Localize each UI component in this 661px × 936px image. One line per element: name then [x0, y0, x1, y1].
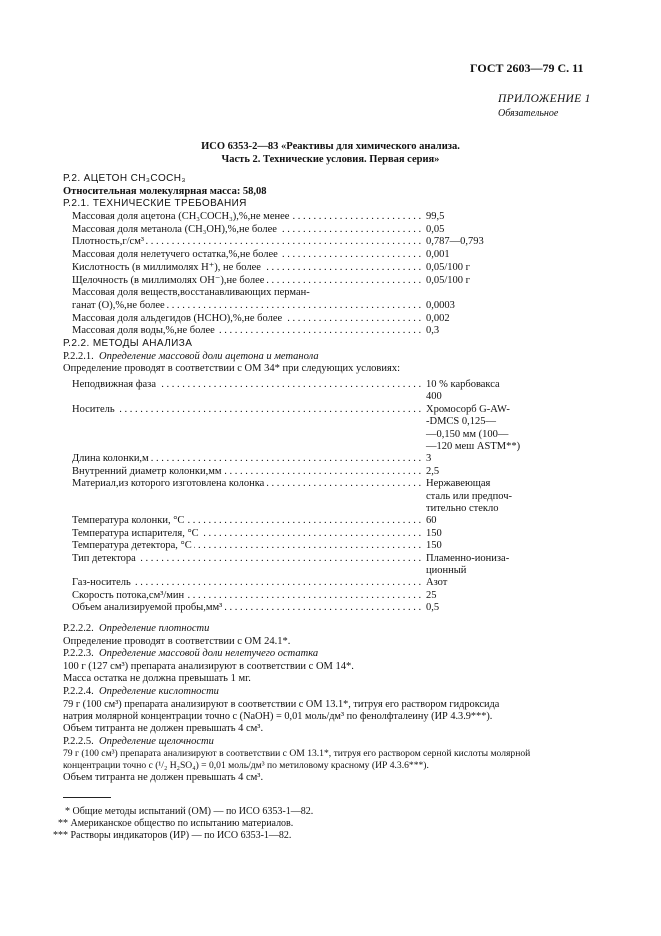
residue-text1: 100 г (127 см³) препарата анализируют в соответствии с ОМ 14*.: [63, 661, 354, 672]
subsection-number: Р.2.2.4.: [63, 686, 94, 697]
condition-label: [72, 527, 424, 540]
acidity-text3: Объем титранта не должен превышать 4 см³.: [63, 723, 264, 734]
tech-req-label-text: ганат (O),%,не более: [72, 299, 165, 311]
condition-value: 150: [426, 527, 442, 539]
tech-req-label-text: Массовая доля нелетучего остатка,%,не более: [72, 249, 278, 261]
condition-label-text: Внутренний диаметр колонки,мм: [72, 465, 222, 477]
subsection-2-2-3: [63, 647, 318, 660]
footnote-3: *** Растворы индикаторов (ИР) — по ИСО 6353-1—82.: [53, 830, 292, 841]
molar-mass: Относительная молекулярная масса: 58,08: [63, 186, 267, 197]
condition-value: 150: [426, 540, 442, 552]
tech-req-label: [72, 274, 424, 287]
subsection-number: Р.2.2.2.: [63, 623, 94, 634]
tech-req-label-text: Массовая доля альдегидов (HCHO),%,не более: [72, 312, 283, 324]
condition-value: —120 меш ASTM**): [426, 441, 521, 452]
tech-req-label: [72, 261, 424, 274]
tech-req-label-text: Щелочность (в миллимолях OH⁻),не более: [72, 274, 265, 286]
subsection-title: Определение массовой доли ацетона и метанола: [99, 351, 319, 362]
tech-req-label-text: Плотность,г/см³: [72, 236, 144, 248]
tech-req-label-text: Массовая доля воды,%,не более: [72, 325, 215, 337]
condition-label: [72, 452, 424, 465]
condition-value: Нержавеющая: [426, 478, 491, 490]
tech-req-value: 0,001: [426, 249, 450, 261]
condition-label: [72, 514, 424, 527]
tech-req-label: [72, 286, 310, 299]
condition-value: 10 % карбовакса: [426, 379, 500, 390]
footnote-1: * Общие методы испытаний (ОМ) — по ИСО 6353-1—82.: [65, 806, 314, 817]
tech-req-label: [72, 210, 424, 223]
tech-req-label-text: Массовая доля ацетона (CH₃COCH₃),%,не менее: [72, 211, 290, 222]
condition-value: Азот: [426, 577, 448, 589]
condition-label-text: Температура испарителя, °С: [72, 527, 199, 539]
tech-req-label: [72, 312, 424, 325]
subsection-number: Р.2.2.5.: [63, 736, 94, 747]
subsection-title: Определение кислотности: [99, 686, 219, 697]
tech-req-heading: Р.2.1. ТЕХНИЧЕСКИЕ ТРЕБОВАНИЯ: [63, 198, 247, 209]
acidity-text2: натрия молярной концентрации точно c (NaOH) = 0,01 моль/дм³ по фенолфталеину (ИР 4.3.9***).: [63, 711, 493, 722]
condition-label: [72, 552, 424, 565]
condition-value: 25: [426, 589, 437, 601]
tech-req-value: 0,787—0,793: [426, 236, 484, 248]
alkalinity-text1: 79 г (100 см³) препарата анализируют в соответствии с ОМ 13.1*, титруя его раствором серной кислоты молярной: [63, 748, 531, 759]
condition-label-text: Неподвижная фаза: [72, 379, 156, 390]
condition-label-text: Материал,из которого изготовлена колонка: [72, 478, 265, 490]
tech-req-label: [72, 324, 424, 337]
condition-value: —0,150 мм (100—: [426, 428, 509, 440]
condition-value: -DMCS 0,125—: [426, 416, 497, 428]
condition-value: Пламенно-иониза-: [426, 552, 510, 564]
gost-header: ГОСТ 2603—79 С. 11: [470, 61, 584, 75]
condition-label-text: Тип детектора: [72, 552, 136, 564]
condition-label-text: Объем анализируемой пробы,мм³: [72, 602, 223, 614]
condition-value: 2,5: [426, 465, 440, 477]
tech-req-value: 0,0003: [426, 299, 455, 311]
condition-value: тительно стекло: [426, 503, 499, 514]
condition-label-text: Скорость потока,см³/мин: [72, 589, 185, 601]
footnote-2: ** Американское общество по испытанию материалов.: [58, 818, 294, 829]
condition-label-text: Температура колонки, °С: [72, 515, 185, 527]
alkalinity-text3: Объем титранта не должен превышать 4 см³.: [63, 772, 264, 783]
methods-heading: Р.2.2. МЕТОДЫ АНАЛИЗА: [63, 338, 193, 349]
condition-value: 60: [426, 515, 437, 527]
tech-req-value: 0,3: [426, 325, 440, 337]
density-text: Определение проводят в соответствии с ОМ 24.1*.: [63, 636, 291, 647]
residue-text2: Масса остатка не должна превышать 1 мг.: [63, 673, 251, 684]
condition-label-text: Газ-носитель: [72, 577, 131, 589]
condition-label: [72, 589, 424, 602]
subsection-title: Определение плотности: [99, 623, 210, 634]
condition-label: [72, 576, 424, 589]
subsection-2-2-2: [63, 622, 209, 635]
condition-label: [72, 465, 424, 478]
acidity-text1: 79 г (100 см³) препарата анализируют в соответствии с ОМ 13.1*, титруя его раствором гидроксида: [63, 699, 500, 710]
condition-label-text: Носитель: [72, 403, 115, 415]
tech-req-value: 99,5: [426, 211, 445, 222]
alkalinity-text2: концентрации точно c (¹/₂ H₂SO₄) = 0,01 моль/дм³ по метиловому красному (ИР 4.3.6***).: [63, 760, 429, 771]
tech-req-value: 0,05/100 г: [426, 261, 470, 273]
tech-req-value: 0,05: [426, 223, 445, 235]
tech-req-label-text: Массовая доля метанола (CH₃OH),%,не более: [72, 223, 277, 235]
appendix-title: ПРИЛОЖЕНИЕ 1: [498, 93, 591, 105]
condition-label: [72, 477, 424, 490]
subsection-number: Р.2.2.3.: [63, 648, 94, 659]
condition-value: 0,5: [426, 602, 440, 614]
methods-intro: Определение проводят в соответствии с ОМ 34* при следующих условиях:: [63, 363, 401, 374]
condition-value: сталь или предпоч-: [426, 490, 512, 502]
condition-value: 3: [426, 453, 432, 465]
doc-title-line2: Часть 2. Технические условия. Первая серия»: [221, 154, 440, 165]
tech-req-label-text: Кислотность (в миллимолях H⁺), не более: [72, 261, 261, 273]
doc-title-line1: ИСО 6353-2—83 «Реактивы для химического анализа.: [201, 141, 460, 152]
subsection-title: Определение массовой доли нелетучего остатка: [99, 648, 319, 659]
condition-value: ционный: [426, 565, 467, 576]
tech-req-value: 0,002: [426, 312, 450, 324]
subsection-2-2-4: [63, 685, 219, 698]
condition-label: [72, 601, 424, 614]
condition-label-text: Длина колонки,м: [72, 453, 149, 465]
tech-req-label: [72, 235, 424, 248]
condition-label: [72, 378, 424, 391]
tech-req-value: 0,05/100 г: [426, 274, 470, 286]
condition-value: 400: [426, 391, 442, 403]
section-heading: Р.2. АЦЕТОН CH₃COCH₃: [63, 173, 186, 184]
tech-req-label-text: Массовая доля веществ,восстанавливающих перман-: [72, 287, 310, 299]
subsection-title: Определение щелочности: [99, 736, 214, 747]
condition-value: Хромосорб G-AW-: [426, 403, 510, 415]
tech-req-label: [72, 299, 424, 312]
condition-label: [72, 403, 424, 416]
condition-label-text: Температура детектора, °С: [72, 540, 192, 552]
footnote-divider: [63, 797, 111, 798]
appendix-subtitle: Обязательное: [498, 108, 559, 119]
condition-label: [72, 539, 424, 552]
tech-req-label: [72, 248, 424, 261]
tech-req-label: [72, 223, 424, 236]
subsection-number: Р.2.2.1.: [63, 351, 94, 362]
